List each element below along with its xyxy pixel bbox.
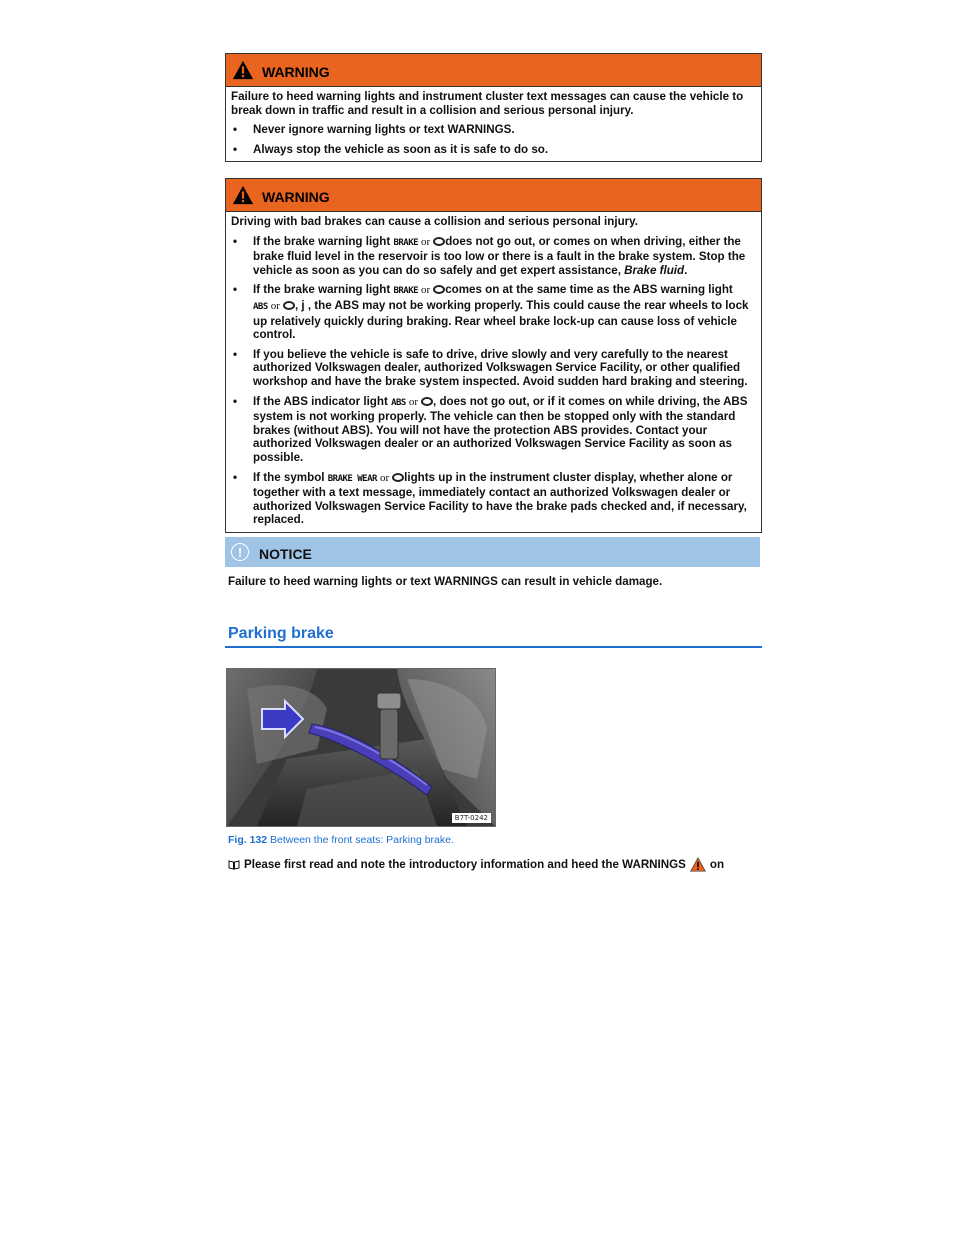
warning-triangle-icon[interactable] [690, 857, 706, 872]
warning-box-1 [225, 53, 762, 162]
read-note: Please first read and note the introductory information and heed the WARNINGS on [228, 857, 724, 872]
warning-intro: Failure to heed warning lights and instrument cluster text messages can cause the vehicle to break down in traffic and result in a collision and serious personal injury. [231, 90, 744, 117]
warning-triangle-icon [232, 184, 254, 206]
brake-circle-icon [433, 285, 445, 294]
list-item: • If the brake warning light BRAKE or does not go out, or comes on when driving, either the brake fluid level in the reservoir is too low or there is a fault in the brake system. Stop the vehicle as soon as you can do so safely and get expert assistance, Brake fluid. [233, 234, 746, 277]
brake-circle-icon [433, 237, 445, 246]
parking-brake-illustration [227, 669, 495, 826]
exclamation-circle-icon: ! [231, 543, 249, 561]
warning-box-2 [225, 178, 762, 533]
figure-caption: Fig. 132 Between the front seats: Parking brake. [228, 834, 454, 846]
book-icon [228, 860, 240, 870]
list-item: • Always stop the vehicle as soon as it is safe to do so. [233, 142, 549, 156]
brake-symbol-icon: BRAKE [393, 237, 419, 248]
warning-body [226, 87, 761, 161]
brake-pad-icon [392, 473, 404, 482]
brake-fluid-link[interactable]: Brake fluid [624, 263, 685, 277]
notice-title: NOTICE [259, 546, 312, 562]
warning-title: WARNING [262, 64, 330, 80]
list-item: • Never ignore warning lights or text WARNINGS. [233, 123, 515, 137]
abs-circle-icon [421, 397, 433, 406]
abs-symbol-icon: ABS [253, 301, 268, 312]
list-item: • If the brake warning light BRAKE or comes on at the same time as the ABS warning light ABS or , j , the ABS may not be working properly. This could cause the rear wheels to lock up relatively quickly during braking. Rear wheel brake lock-up can cause loss of vehicle control. [233, 283, 749, 342]
warning-body [226, 212, 761, 532]
abs-symbol-icon: ABS [391, 397, 406, 408]
list-item: • If you believe the vehicle is safe to drive, drive slowly and very carefully to the nearest authorized Volkswagen dealer, authorized Volkswagen Service Facility, or other qualified workshop and have the brake system inspected. Avoid sudden hard braking and steering. [233, 347, 748, 388]
list-item: • If the symbol BRAKE WEAR or lights up in the instrument cluster display, whether alone or together with a text message, immediately contact an authorized Volkswagen dealer or authorized Volkswagen Service Facility to have the brake pads checked and, if necessary, replaced. [233, 470, 747, 527]
section-divider [225, 646, 762, 648]
list-item: • If the ABS indicator light ABS or , does not go out, or if it comes on while driving, the ABS system is not working properly. The vehicle can then be stopped only with the standard brakes (without ABS). You will not have the protection ABS provides. Contact your authorized Volkswagen dealer or an authorized Volkswagen Service Facility as soon as possible. [233, 394, 748, 464]
brake-symbol-icon: BRAKE [393, 286, 419, 297]
notice-header [225, 537, 760, 567]
warning-header [226, 179, 761, 212]
warning-triangle-icon [232, 59, 254, 81]
figure-code: B7T-0242 [452, 813, 491, 823]
notice-text: Failure to heed warning lights or text WARNINGS can result in vehicle damage. [228, 575, 663, 588]
warning-title: WARNING [262, 189, 330, 205]
warning-intro: Driving with bad brakes can cause a collision and serious personal injury. [231, 215, 638, 228]
parking-brake-figure [226, 668, 496, 827]
section-title: Parking brake [228, 625, 334, 642]
warning-header [226, 54, 761, 87]
abs-circle-icon [283, 301, 295, 310]
brake-wear-symbol-icon: BRAKE WEAR [327, 473, 377, 484]
